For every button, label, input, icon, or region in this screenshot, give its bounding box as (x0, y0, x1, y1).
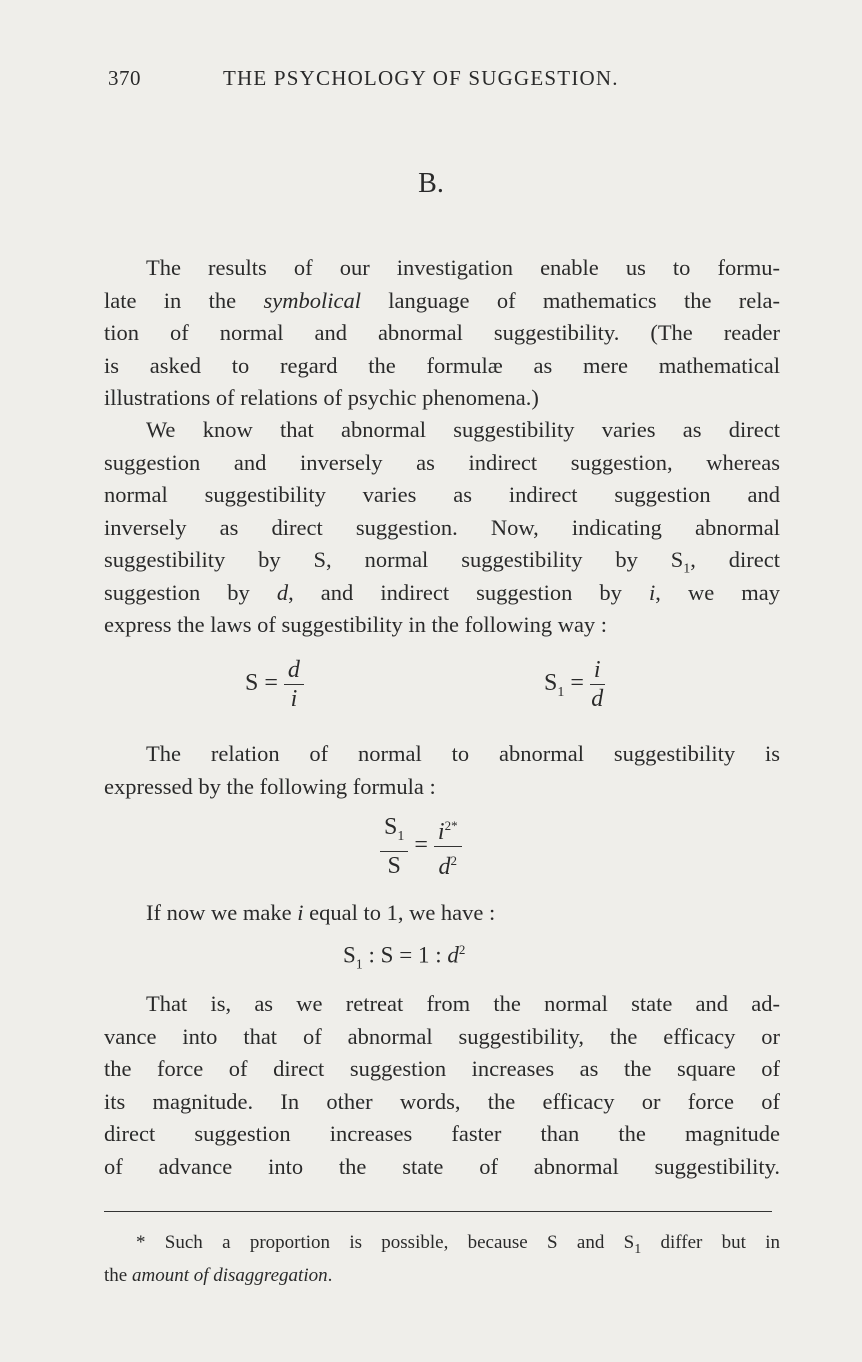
denominator: d (591, 686, 604, 712)
paragraph-1 (104, 252, 780, 415)
formula-ratio (380, 812, 462, 881)
numerator: d (284, 656, 304, 685)
text-line: express the laws of suggestibility in the following way : (104, 612, 608, 637)
symbol: S (343, 942, 356, 968)
footnote-line (104, 1263, 780, 1289)
text-span: suggestibility by S, normal suggestibility by S (104, 547, 684, 572)
superscript: 2 (458, 942, 466, 957)
text-span: equal to 1, we have : (303, 900, 496, 925)
footnote (104, 1230, 780, 1289)
text-span: , we may (655, 579, 780, 605)
text-span: suggestion by (104, 579, 277, 605)
text-span: the (104, 1264, 132, 1286)
text-line: The relation of normal to abnormal suggestibility is (146, 741, 780, 766)
paragraph-5 (104, 988, 780, 1183)
fraction (284, 656, 304, 713)
text-line: expressed by the following formula : (104, 773, 436, 799)
text-span: , and indirect suggestion by (288, 579, 649, 605)
subscript: 1 (355, 957, 363, 973)
text-line: vance into that of abnormal suggestibility, the efficacy or (104, 1023, 780, 1049)
formula-s (245, 656, 304, 713)
text-line (104, 544, 780, 577)
text-span: language of mathematics the rela- (360, 287, 780, 313)
formula-proportion (343, 942, 465, 973)
page-number: 370 (108, 66, 141, 90)
denominator (438, 847, 457, 881)
text-line (104, 285, 780, 318)
denominator: i (290, 686, 298, 712)
text-span: * Such a proportion is possible, because S and S (136, 1232, 635, 1253)
symbol-d: d (276, 579, 289, 605)
subscript: 1 (634, 1241, 642, 1257)
text-line: illustrations of relations of psychic phenomena.) (104, 385, 539, 410)
running-title: THE PSYCHOLOGY OF SUGGESTION. (223, 66, 619, 90)
fraction-lhs (380, 813, 408, 880)
text-line: its magnitude. In other words, the efficacy or force of (104, 1088, 780, 1114)
text-line: the force of direct suggestion increases as the square of (104, 1056, 780, 1081)
text-span: : S = 1 : (362, 942, 448, 968)
text-line: That is, as we retreat from the normal state and ad- (146, 991, 780, 1016)
symbol-i: i (297, 900, 304, 925)
text-span: differ but in (641, 1232, 780, 1253)
text-line: direct suggestion increases faster than the magnitude (104, 1121, 780, 1146)
symbol: i (437, 819, 445, 845)
paragraph-2 (104, 414, 780, 642)
text-span: , direct (690, 547, 781, 572)
symbol: S (384, 814, 398, 841)
symbol: d (438, 854, 451, 880)
numerator (380, 813, 408, 852)
formula-lhs: S (245, 670, 259, 697)
text-span: If now we make (146, 900, 298, 925)
subscript: 1 (557, 684, 565, 700)
formula-lhs: S (544, 670, 558, 697)
emphasis-symbolical: symbolical (263, 287, 361, 313)
equals-sign: = (414, 832, 428, 859)
subscript: 1 (397, 828, 405, 844)
section-heading: B. (418, 168, 444, 199)
numerator: i (590, 656, 605, 685)
paragraph-3 (104, 738, 780, 803)
fraction-rhs (434, 812, 462, 881)
symbol-d: d (447, 942, 459, 968)
text-line: The results of our investigation enable us to formu- (146, 255, 780, 280)
text-line (104, 897, 780, 930)
text-line: tion of normal and abnormal suggestibility. (The reader (104, 320, 780, 345)
text-line: We know that abnormal suggestibility varies as direct (146, 417, 780, 442)
text-line: is asked to regard the formulæ as mere mathematical (104, 352, 780, 378)
emphasis-text: amount of disaggregation (131, 1264, 328, 1286)
text-line: normal suggestibility varies as indirect suggestion and (104, 482, 780, 507)
subscript: 1 (683, 561, 691, 577)
superscript: 2* (444, 818, 458, 833)
footnote-divider (104, 1211, 772, 1212)
text-line: suggestion and inversely as indirect suggestion, whereas (104, 449, 780, 475)
text-line: of advance into the state of abnormal suggestibility. (104, 1153, 780, 1179)
denominator: S (387, 852, 401, 879)
text-span: late in the (104, 287, 264, 313)
footnote-line (104, 1230, 780, 1263)
fraction (590, 656, 605, 713)
equals-sign: = (264, 670, 278, 697)
text-line (104, 577, 780, 610)
numerator (434, 812, 462, 847)
text-span: . (327, 1264, 333, 1286)
text-line: inversely as direct suggestion. Now, indicating abnormal (104, 514, 780, 540)
symbol-i: i (649, 579, 656, 605)
equals-sign: = (570, 670, 584, 697)
superscript: 2 (450, 853, 457, 868)
formula-s1 (544, 656, 605, 713)
paragraph-4 (104, 897, 780, 930)
